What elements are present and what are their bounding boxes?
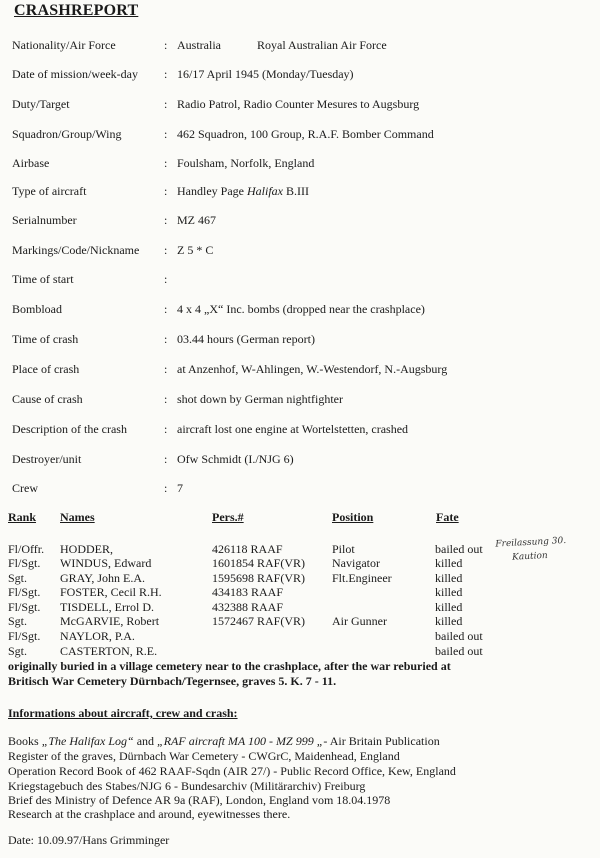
field-value: 4 x 4 „X“ Inc. bombs (dropped near the crashplace) [177, 302, 425, 316]
source-line: Research at the crashplace and around, eyewitnesses there. [8, 807, 291, 821]
field-value [177, 184, 309, 199]
field-separator: : [164, 243, 168, 257]
field-value: Ofw Schmidt (I./NJG 6) [177, 452, 294, 466]
crew-name: TISDELL, Errol D. [60, 600, 154, 614]
crew-fate: killed [435, 556, 463, 570]
field-separator: : [164, 481, 168, 495]
field-separator: : [164, 452, 168, 466]
aircraft-model: Halifax [246, 184, 283, 198]
field-value: Z 5 * C [177, 243, 214, 257]
crew-rank: Sgt. [8, 644, 28, 658]
field-label: Squadron/Group/Wing [12, 127, 122, 141]
field-value: shot down by German nightfighter [177, 392, 343, 406]
field-label: Type of aircraft [12, 184, 87, 198]
field-separator: : [164, 67, 168, 81]
crew-name: FOSTER, Cecil R.H. [60, 585, 162, 599]
book-title: „RAF aircraft MA 100 - MZ 999 „ [157, 734, 324, 748]
field-label: Nationality/Air Force [12, 38, 116, 52]
source-line: Register of the graves, Dürnbach War Cemetery - CWGrC, Maidenhead, England [8, 749, 400, 763]
crew-fate: bailed out [435, 629, 483, 643]
crew-name: HODDER, [60, 542, 113, 556]
crew-pers: 1572467 RAF(VR) [212, 614, 306, 628]
crew-fate: killed [435, 600, 463, 614]
crew-position: Pilot [332, 542, 355, 556]
field-separator: : [164, 127, 168, 141]
field-value: 16/17 April 1945 (Monday/Tuesday) [177, 67, 354, 81]
crew-rank: Sgt. [8, 614, 28, 628]
source-line: Operation Record Book of 462 RAAF-Sqdn (AIR 27/) - Public Record Office, Kew, England [8, 764, 456, 778]
field-label: Bombload [12, 302, 62, 316]
crew-name: McGARVIE, Robert [60, 614, 160, 628]
crew-position: Navigator [332, 556, 380, 570]
column-header-pers: Pers.# [212, 510, 244, 524]
book-title: „The Halifax Log“ [41, 734, 134, 748]
source-text: - Air Britain Publication [323, 734, 440, 748]
field-label: Markings/Code/Nickname [12, 243, 140, 257]
field-value: MZ 467 [177, 213, 216, 227]
source-text: and [133, 734, 158, 748]
source-line: Kriegstagebuch des Stabes/NJG 6 - Bundesarchiv (Militärarchiv) Freiburg [8, 779, 366, 793]
field-separator: : [164, 302, 168, 316]
crew-fate: bailed out [435, 644, 483, 658]
crew-fate: killed [435, 585, 463, 599]
field-value: Foulsham, Norfolk, England [177, 156, 315, 170]
info-heading: Informations about aircraft, crew and crash: [8, 706, 238, 720]
field-value: Radio Patrol, Radio Counter Mesures to Augsburg [177, 97, 420, 111]
crew-pers: 434183 RAAF [212, 585, 284, 599]
field-label: Duty/Target [12, 97, 70, 111]
field-value-secondary: Royal Australian Air Force [257, 38, 387, 52]
crew-fate: killed [435, 571, 463, 585]
field-separator: : [164, 97, 168, 111]
field-label: Serialnumber [12, 213, 77, 227]
field-separator: : [164, 184, 168, 198]
table-row [0, 571, 600, 585]
field-value: at Anzenhof, W-Ahlingen, W.-Westendorf, N.-Augsburg [177, 362, 448, 376]
table-row [0, 600, 600, 614]
crew-rank: Fl/Sgt. [8, 556, 41, 570]
field-label: Crew [12, 481, 38, 495]
field-value: 03.44 hours (German report) [177, 332, 315, 346]
table-row [0, 644, 600, 658]
page-title: CRASHREPORT [14, 2, 139, 19]
handwritten-note [495, 534, 597, 573]
crew-name: WINDUS, Edward [60, 556, 152, 570]
field-separator: : [164, 362, 168, 376]
source-text: Books [8, 734, 42, 748]
column-header-fate: Fate [436, 510, 459, 524]
crew-rank: Sgt. [8, 571, 28, 585]
field-label: Destroyer/unit [12, 452, 82, 466]
source-line [8, 734, 440, 749]
burial-note-line: originally buried in a village cemetery near to the crashplace, after the war reburied at [8, 659, 451, 673]
table-row [0, 629, 600, 643]
field-label: Time of start [12, 272, 74, 286]
field-separator: : [164, 332, 168, 346]
aircraft-maker: Handley Page [177, 184, 247, 198]
footer-date: Date: 10.09.97/Hans Grimminger [8, 833, 170, 847]
field-value: Australia [177, 38, 221, 52]
crew-name: GRAY, John E.A. [60, 571, 146, 585]
field-label: Date of mission/week-day [12, 67, 138, 81]
crew-pers: 1601854 RAF(VR) [212, 556, 306, 570]
source-line: Brief des Ministry of Defence AR 9a (RAF), London, England vom 18.04.1978 [8, 793, 391, 807]
crew-name: NAYLOR, P.A. [60, 629, 135, 643]
column-header-position: Position [332, 510, 374, 524]
crew-rank: Fl/Sgt. [8, 629, 41, 643]
handwritten-note-line: Kaution [511, 550, 548, 563]
crew-pers: 432388 RAAF [212, 600, 284, 614]
field-separator: : [164, 272, 168, 286]
table-row [0, 585, 600, 599]
crew-name: CASTERTON, R.E. [60, 644, 158, 658]
crew-pers: 426118 RAAF [212, 542, 283, 556]
column-header-names: Names [60, 510, 95, 524]
crew-position: Flt.Engineer [332, 571, 392, 585]
field-label: Airbase [12, 156, 50, 170]
crew-fate: killed [435, 614, 463, 628]
field-separator: : [164, 213, 168, 227]
field-separator: : [164, 422, 168, 436]
field-value: aircraft lost one engine at Wortelstetten, crashed [177, 422, 409, 436]
crew-rank: Fl/Offr. [8, 542, 45, 556]
column-header-rank: Rank [8, 510, 37, 524]
aircraft-variant: B.III [282, 184, 309, 198]
table-row [0, 614, 600, 628]
field-separator: : [164, 392, 168, 406]
crew-rank: Fl/Sgt. [8, 585, 41, 599]
field-separator: : [164, 156, 168, 170]
field-label: Time of crash [12, 332, 79, 346]
field-label: Place of crash [12, 362, 80, 376]
crew-fate: bailed out [435, 542, 483, 556]
crew-position: Air Gunner [332, 614, 387, 628]
field-label: Cause of crash [12, 392, 83, 406]
field-label: Description of the crash [12, 422, 127, 436]
field-separator: : [164, 38, 168, 52]
burial-note-line: Britisch War Cemetery Dürnbach/Tegernsee, graves 5. K. 7 - 11. [8, 674, 337, 688]
field-value: 462 Squadron, 100 Group, R.A.F. Bomber Command [177, 127, 434, 141]
crew-pers: 1595698 RAF(VR) [212, 571, 306, 585]
handwritten-note-line: Freilassung 30. [495, 535, 567, 550]
field-value: 7 [177, 481, 183, 495]
crew-rank: Fl/Sgt. [8, 600, 41, 614]
